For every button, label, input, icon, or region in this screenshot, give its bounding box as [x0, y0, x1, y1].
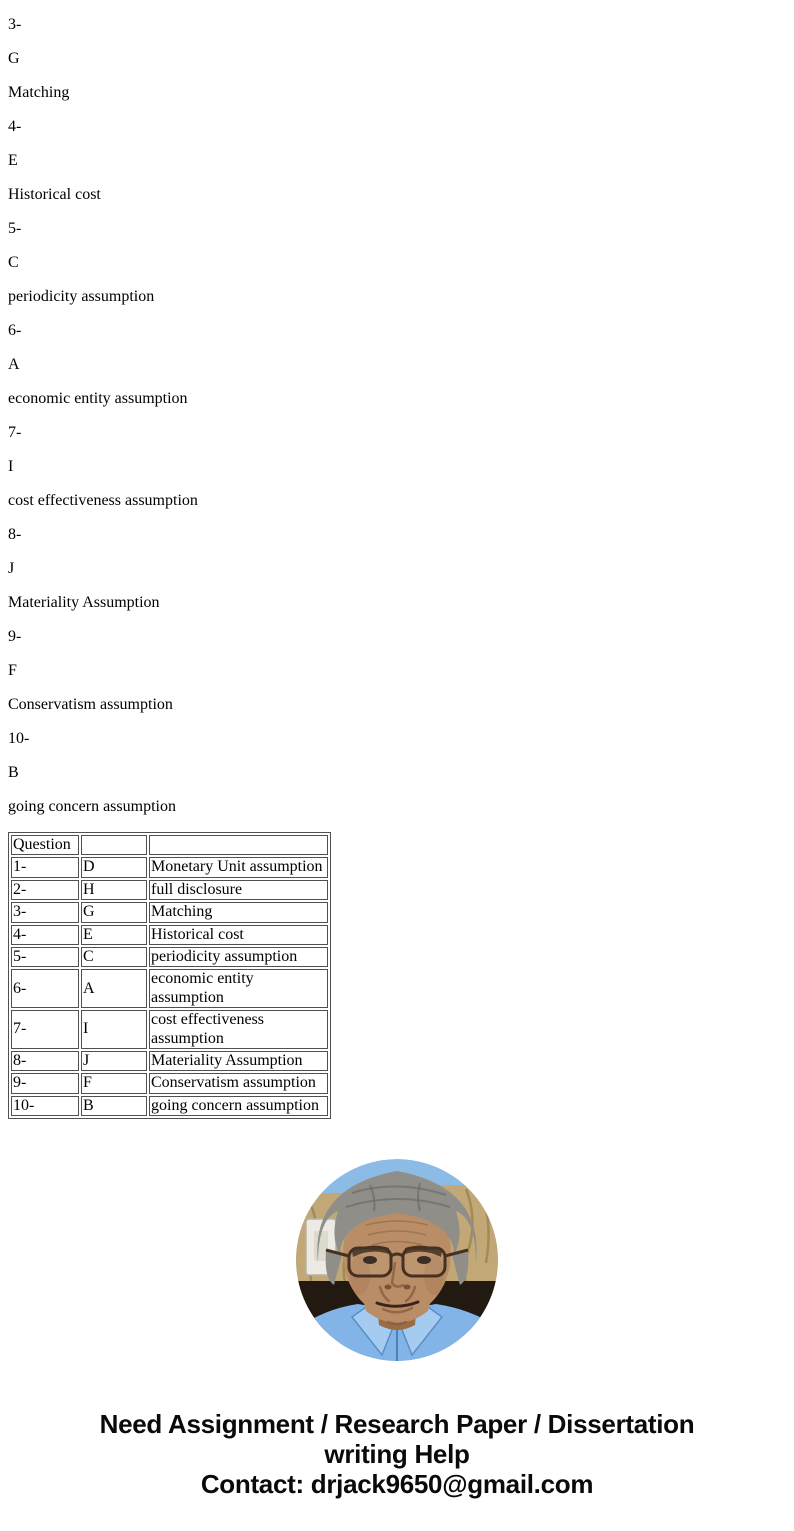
table-header-letter — [81, 835, 147, 855]
table-cell: 10- — [11, 1096, 79, 1116]
table-row — [11, 1096, 328, 1116]
table-cell: Materiality Assumption — [149, 1051, 328, 1071]
table-cell: B — [81, 1096, 147, 1116]
answer-letter: G — [8, 50, 20, 67]
table-row — [11, 1051, 328, 1071]
answer-number: 3- — [8, 16, 22, 33]
table-cell: Historical cost — [149, 925, 328, 945]
table-cell: J — [81, 1051, 147, 1071]
table-row — [11, 969, 328, 1008]
answer-text: periodicity assumption — [8, 288, 155, 305]
table-row — [11, 925, 328, 945]
table-header-answer — [149, 835, 328, 855]
table-cell: I — [81, 1010, 147, 1049]
footer-ad — [8, 1409, 786, 1499]
answer-text: cost effectiveness assumption — [8, 492, 198, 509]
table-cell: H — [81, 880, 147, 900]
answer-letter: B — [8, 764, 19, 781]
table-cell: Monetary Unit assumption — [149, 857, 328, 877]
table-cell: C — [81, 947, 147, 967]
table-row — [11, 880, 328, 900]
table-cell: Matching — [149, 902, 328, 922]
table-cell: 2- — [11, 880, 79, 900]
table-cell: 1- — [11, 857, 79, 877]
answer-number: 4- — [8, 118, 22, 135]
table-cell: 4- — [11, 925, 79, 945]
footer-contact-email: Contact: drjack9650@gmail.com — [200, 1469, 594, 1500]
answer-number: 6- — [8, 322, 22, 339]
table-cell: 8- — [11, 1051, 79, 1071]
answers-table — [8, 832, 331, 1119]
table-cell: 9- — [11, 1073, 79, 1093]
answer-letter: I — [8, 458, 14, 475]
answer-letter: J — [8, 560, 15, 577]
table-cell: D — [81, 857, 147, 877]
table-row — [11, 1010, 328, 1049]
answer-text: Historical cost — [8, 186, 101, 203]
table-header-question: Question — [11, 835, 79, 855]
table-cell: periodicity assumption — [149, 947, 328, 967]
table-row — [11, 857, 328, 877]
answers-list — [8, 16, 786, 816]
table-cell: cost effectiveness assumption — [149, 1010, 328, 1049]
table-cell: A — [81, 969, 147, 1008]
answer-number: 5- — [8, 220, 22, 237]
table-cell: full disclosure — [149, 880, 328, 900]
table-cell: E — [81, 925, 147, 945]
table-row — [11, 1073, 328, 1093]
answer-document — [8, 16, 786, 1499]
table-cell: Conservatism assumption — [149, 1073, 328, 1093]
answer-text: Matching — [8, 84, 70, 101]
table-cell: 5- — [11, 947, 79, 967]
answer-text: going concern assumption — [8, 798, 176, 815]
table-cell: 7- — [11, 1010, 79, 1049]
footer-line-1: Need Assignment / Research Paper / Dissertation — [99, 1409, 695, 1440]
footer-line-2: writing Help — [324, 1439, 470, 1470]
answer-number: 9- — [8, 628, 22, 645]
answer-letter: C — [8, 254, 19, 271]
table-cell: G — [81, 902, 147, 922]
answer-number: 7- — [8, 424, 22, 441]
answer-letter: A — [8, 356, 20, 373]
answer-text: economic entity assumption — [8, 390, 188, 407]
table-cell: economic entity assumption — [149, 969, 328, 1008]
table-cell: going concern assumption — [149, 1096, 328, 1116]
answer-number: 8- — [8, 526, 22, 543]
answer-letter: E — [8, 152, 18, 169]
table-row — [11, 947, 328, 967]
table-header-row — [11, 835, 328, 855]
answer-letter: F — [8, 662, 17, 679]
tutor-avatar — [296, 1159, 498, 1361]
tutor-avatar-image — [296, 1159, 498, 1361]
table-cell: F — [81, 1073, 147, 1093]
answer-number: 10- — [8, 730, 30, 747]
answer-text: Conservatism assumption — [8, 696, 173, 713]
answer-text: Materiality Assumption — [8, 594, 160, 611]
table-row — [11, 902, 328, 922]
table-cell: 3- — [11, 902, 79, 922]
table-cell: 6- — [11, 969, 79, 1008]
